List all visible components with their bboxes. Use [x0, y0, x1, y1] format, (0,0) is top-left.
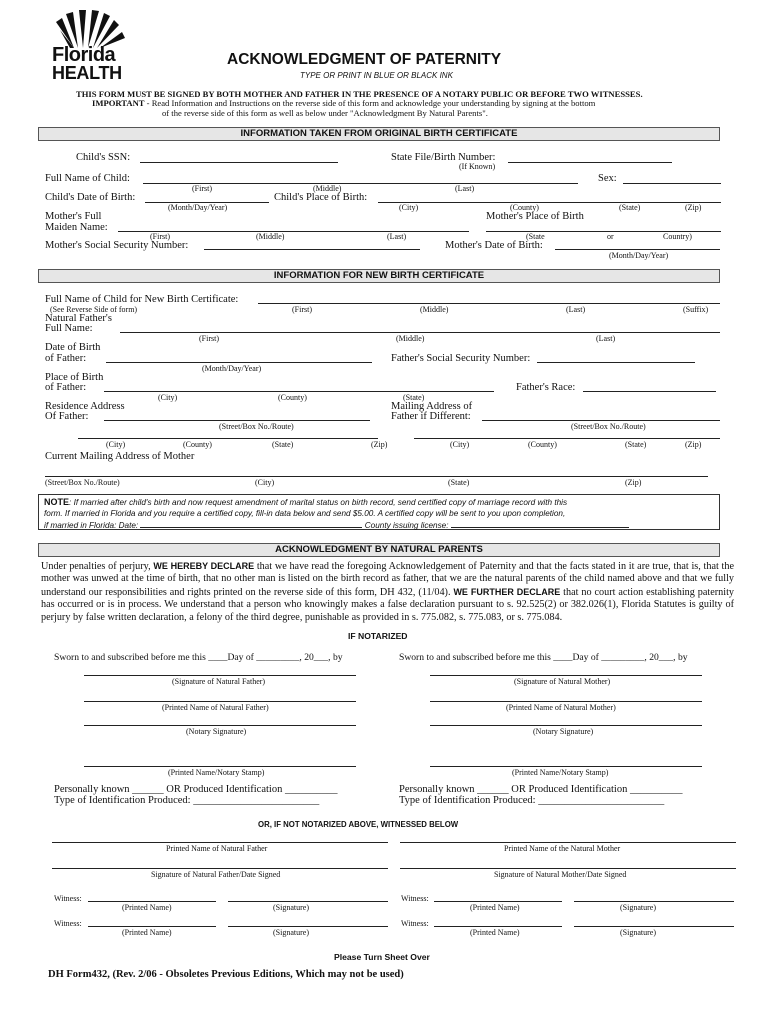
notary-stamp-caption-1: (Printed Name/Notary Stamp) — [168, 768, 265, 777]
note-line-3 — [44, 519, 714, 532]
witness4-signature-field[interactable] — [574, 926, 734, 927]
pn-father-field[interactable] — [52, 842, 388, 843]
sex-field[interactable] — [623, 183, 721, 184]
pob-field[interactable] — [378, 202, 721, 203]
w1-printed-caption: (Printed Name) — [122, 903, 172, 912]
father-full-name-label: Full Name: — [45, 323, 93, 334]
sd-father-field[interactable] — [52, 868, 388, 869]
current-mailing-label: Current Mailing Address of Mother — [45, 451, 195, 462]
or-caption: or — [607, 232, 614, 241]
first-caption-4: (First) — [199, 334, 219, 343]
city-caption-2: (City) — [158, 393, 178, 402]
printed-father-caption: (Printed Name of Natural Father) — [162, 703, 269, 712]
full-name-new-label: Full Name of Child for New Birth Certificate: — [45, 294, 239, 305]
notary-sig-caption-1: (Notary Signature) — [186, 727, 247, 736]
notary-stamp-caption-2: (Printed Name/Notary Stamp) — [512, 768, 609, 777]
state-caption-6: (State) — [448, 478, 470, 487]
natural-fathers-label: Natural Father's — [45, 313, 112, 324]
note-date-field[interactable] — [140, 519, 362, 528]
state-caption-5: (State) — [625, 440, 647, 449]
state-file-field[interactable] — [508, 162, 672, 163]
witness-label-1: Witness: — [54, 894, 82, 903]
see-reverse-caption: (See Reverse Side of form) — [50, 305, 138, 314]
sworn-mother: Sworn to and subscribed before me this ____Day of _________, 20___, by — [399, 652, 688, 663]
middle-caption-2: (Middle) — [256, 232, 285, 241]
first-caption: (First) — [192, 184, 212, 193]
father-dob-field[interactable] — [106, 362, 372, 363]
printed-mother-caption: (Printed Name of Natural Mother) — [506, 703, 616, 712]
maiden-name-label: Maiden Name: — [45, 222, 108, 233]
section-acknowledgment: ACKNOWLEDGMENT BY NATURAL PARENTS — [38, 543, 720, 557]
w3-printed-caption: (Printed Name) — [122, 928, 172, 937]
notary-sig-caption-2: (Notary Signature) — [533, 727, 594, 736]
street-caption: (Street/Box No./Route) — [219, 422, 294, 431]
mothers-ssn-label: Mother's Social Security Number: — [45, 240, 189, 251]
note-date-label: if married in Florida: Date: — [44, 521, 139, 530]
city-caption: (City) — [399, 203, 419, 212]
personally-known-father: Personally known ______ OR Produced Identification __________ — [54, 784, 338, 795]
important-label: IMPORTANT — [92, 98, 145, 108]
sig-mother-caption: (Signature of Natural Mother) — [514, 677, 611, 686]
middle-caption-4: (Middle) — [396, 334, 425, 343]
witness3-printed-field[interactable] — [88, 926, 216, 927]
section-new-birth-certificate: INFORMATION FOR NEW BIRTH CERTIFICATE — [38, 269, 720, 283]
mothers-full-label: Mother's Full — [45, 211, 102, 222]
logo-florida: Florida — [52, 44, 116, 66]
residence-field[interactable] — [104, 420, 370, 421]
fathers-race-field[interactable] — [583, 391, 716, 392]
witnessed-heading: OR, IF NOT NOTARIZED ABOVE, WITNESSED BELOW — [258, 820, 459, 829]
sd-father-caption: Signature of Natural Father/Date Signed — [151, 870, 281, 879]
note-county-label: County issuing license: — [364, 521, 449, 530]
state-caption: (State) — [619, 203, 641, 212]
w3-signature-caption: (Signature) — [273, 928, 309, 937]
mothers-ssn-field[interactable] — [204, 249, 420, 250]
w4-signature-caption: (Signature) — [620, 928, 656, 937]
of-father-label-2: of Father: — [45, 382, 87, 393]
witness-label-3: Witness: — [54, 919, 82, 928]
state-caption-2: (State — [526, 232, 545, 241]
city-caption-3: (City) — [106, 440, 126, 449]
father-if-different-label: Father if Different: — [391, 411, 471, 422]
p1-we-further-declare: WE FURTHER DECLARE — [453, 586, 561, 597]
of-father-label-3: Of Father: — [45, 411, 89, 422]
country-caption: Country) — [663, 232, 692, 241]
perjury-paragraph — [41, 560, 734, 624]
note-line-1 — [44, 497, 714, 509]
father-pob-field[interactable] — [104, 391, 494, 392]
place-of-birth-label: Place of Birth — [45, 372, 104, 383]
p1-text-a: Under penalties of perjury, — [41, 561, 154, 572]
city-caption-4: (City) — [450, 440, 470, 449]
city-caption-5: (City) — [255, 478, 275, 487]
last-caption-2: (Last) — [387, 232, 407, 241]
p1-text-c: that we have read the foregoing Acknowledgement of Paternity and that the facts stated in it are true, that is, that the mother was unwed at the time of birth, that no other man is listed on the birth record as father, that we are the natural parents of the child named above and that we fully understand our responsibilities and rights printed on the reverse side of this form, DH 432, (11/04). — [41, 561, 734, 598]
sd-mother-caption: Signature of Natural Mother/Date Signed — [494, 870, 627, 879]
note-county-field[interactable] — [451, 519, 629, 528]
p1-we-hereby-declare: WE HEREBY DECLARE — [153, 561, 255, 571]
date-of-birth-label: Date of Birth — [45, 342, 101, 353]
witness-label-2: Witness: — [401, 894, 429, 903]
form-title: ACKNOWLEDGMENT OF PATERNITY — [227, 51, 502, 68]
type-id-mother: Type of Identification Produced: ________________________ — [399, 795, 665, 806]
full-name-new-field[interactable] — [258, 303, 720, 304]
type-id-father: Type of Identification Produced: ________________________ — [54, 795, 320, 806]
fathers-race-label: Father's Race: — [516, 382, 576, 393]
state-caption-4: (State) — [272, 440, 294, 449]
witness4-printed-field[interactable] — [434, 926, 562, 927]
notary-stamp-field-1[interactable] — [84, 766, 356, 767]
first-caption-2: (First) — [150, 232, 170, 241]
witness1-printed-field[interactable] — [88, 901, 216, 902]
mothers-dob-label: Mother's Date of Birth: — [445, 240, 543, 251]
note-box — [38, 494, 720, 530]
turn-over-note: Please Turn Sheet Over — [334, 952, 430, 962]
w1-signature-caption: (Signature) — [273, 903, 309, 912]
florida-health-logo — [52, 10, 132, 82]
middle-caption-3: (Middle) — [420, 305, 449, 314]
county-caption: (County) — [510, 203, 539, 212]
last-caption-3: (Last) — [566, 305, 586, 314]
father-printed-field[interactable] — [84, 701, 356, 702]
street-caption-3: (Street/Box No./Route) — [45, 478, 120, 487]
p1-text-e: that no court action establishing paternity has occurred or is in process. We understand that a person who knowingly makes a false declaration pursuant to s. 92.525(2) or 382.026(1), Florida Statutes is guilty of perjury by false written declaration, a felony of the third degree, punishable as provided in s. 775.082, s. 775.083, or s. 775.084. — [41, 586, 735, 623]
pn-mother-field[interactable] — [400, 842, 736, 843]
personally-known-mother: Personally known ______ OR Produced Identification __________ — [399, 784, 683, 795]
w2-printed-caption: (Printed Name) — [470, 903, 520, 912]
important-text-1: - Read Information and Instructions on the reverse side of this form and acknowledge your understanding by signing at the bottom — [144, 98, 596, 108]
mailing-field[interactable] — [482, 420, 720, 421]
witness-label-4: Witness: — [401, 919, 429, 928]
important-line-2: of the reverse side of this form as well as below under "Acknowledgment By Natural Parents". — [162, 108, 488, 118]
w2-signature-caption: (Signature) — [620, 903, 656, 912]
of-father-label: of Father: — [45, 353, 87, 364]
witness1-signature-field[interactable] — [228, 901, 388, 902]
state-caption-3: (State) — [403, 393, 425, 402]
fathers-ssn-field[interactable] — [537, 362, 695, 363]
witness2-signature-field[interactable] — [574, 901, 734, 902]
childs-ssn-label: Child's SSN: — [76, 152, 131, 163]
zip-caption: (Zip) — [685, 203, 702, 212]
important-line-1 — [92, 98, 595, 108]
mdy-caption: (Month/Day/Year) — [168, 203, 228, 212]
notary-sig-field-2[interactable] — [430, 725, 702, 726]
father-full-name-field[interactable] — [120, 332, 720, 333]
note-label: NOTE — [44, 497, 70, 507]
pn-father-caption: Printed Name of Natural Father — [166, 844, 268, 853]
form-subtitle: TYPE OR PRINT IN BLUE OR BLACK INK — [300, 71, 453, 80]
father-signature-field[interactable] — [84, 675, 356, 676]
suffix-caption: (Suffix) — [683, 305, 709, 314]
sworn-father: Sworn to and subscribed before me this ____Day of _________, 20___, by — [54, 652, 343, 663]
witness3-signature-field[interactable] — [228, 926, 388, 927]
last-caption-4: (Last) — [596, 334, 616, 343]
mother-printed-field[interactable] — [430, 701, 702, 702]
mdy-caption-2: (Month/Day/Year) — [609, 251, 669, 260]
w4-printed-caption: (Printed Name) — [470, 928, 520, 937]
if-notarized-heading: IF NOTARIZED — [348, 631, 408, 641]
mothers-dob-field[interactable] — [555, 249, 720, 250]
maiden-name-field[interactable] — [118, 231, 469, 232]
mailing-city-field[interactable] — [414, 438, 720, 439]
mother-signature-field[interactable] — [430, 675, 702, 676]
last-caption: (Last) — [455, 184, 475, 193]
zip-caption-3: (Zip) — [685, 440, 702, 449]
full-name-label: Full Name of Child: — [45, 173, 130, 184]
witness2-printed-field[interactable] — [434, 901, 562, 902]
note-line-2: form. If married in Florida and you require a certified copy, fill-in data below and send $5.00. A certified copy will be sent to you upon completion, — [44, 508, 566, 518]
county-caption-2: (County) — [278, 393, 307, 402]
if-known-caption: (If Known) — [459, 162, 496, 171]
childs-ssn-field[interactable] — [140, 162, 338, 163]
notary-sig-field-1[interactable] — [84, 725, 356, 726]
middle-caption: (Middle) — [313, 184, 342, 193]
note-text-1: : If married after child's birth and now request amendment of marital status on birth record, send certified copy of marriage record with this — [69, 498, 568, 507]
residence-label: Residence Address — [45, 401, 125, 412]
pn-mother-caption: Printed Name of the Natural Mother — [504, 844, 621, 853]
section-original-birth-certificate: INFORMATION TAKEN FROM ORIGINAL BIRTH CERTIFICATE — [38, 127, 720, 141]
signing-notice: THIS FORM MUST BE SIGNED BY BOTH MOTHER AND FATHER IN THE PRESENCE OF A NOTARY PUBLIC OR BEFORE TWO WITNESSES. — [76, 89, 643, 99]
street-caption-2: (Street/Box No./Route) — [571, 422, 646, 431]
county-caption-3: (County) — [183, 440, 212, 449]
mdy-caption-3: (Month/Day/Year) — [202, 364, 262, 373]
dob-label: Child's Date of Birth: — [45, 192, 136, 203]
form-id: DH Form432, (Rev. 2/06 - Obsoletes Previous Editions, Which may not be used) — [48, 969, 404, 980]
mothers-pob-label: Mother's Place of Birth — [486, 211, 584, 222]
fathers-ssn-label: Father's Social Security Number: — [391, 353, 531, 364]
mailing-label: Mailing Address of — [391, 401, 473, 412]
pob-label: Child's Place of Birth: — [274, 192, 368, 203]
first-caption-3: (First) — [292, 305, 312, 314]
sex-label: Sex: — [598, 173, 617, 184]
sig-father-caption: (Signature of Natural Father) — [172, 677, 266, 686]
notary-stamp-field-2[interactable] — [430, 766, 702, 767]
current-mailing-field[interactable] — [45, 476, 708, 477]
logo-health: HEALTH — [52, 63, 122, 83]
sd-mother-field[interactable] — [400, 868, 736, 869]
residence-city-field[interactable] — [78, 438, 378, 439]
zip-caption-4: (Zip) — [625, 478, 642, 487]
state-file-label: State File/Birth Number: — [391, 152, 496, 163]
zip-caption-2: (Zip) — [371, 440, 388, 449]
county-caption-4: (County) — [528, 440, 557, 449]
